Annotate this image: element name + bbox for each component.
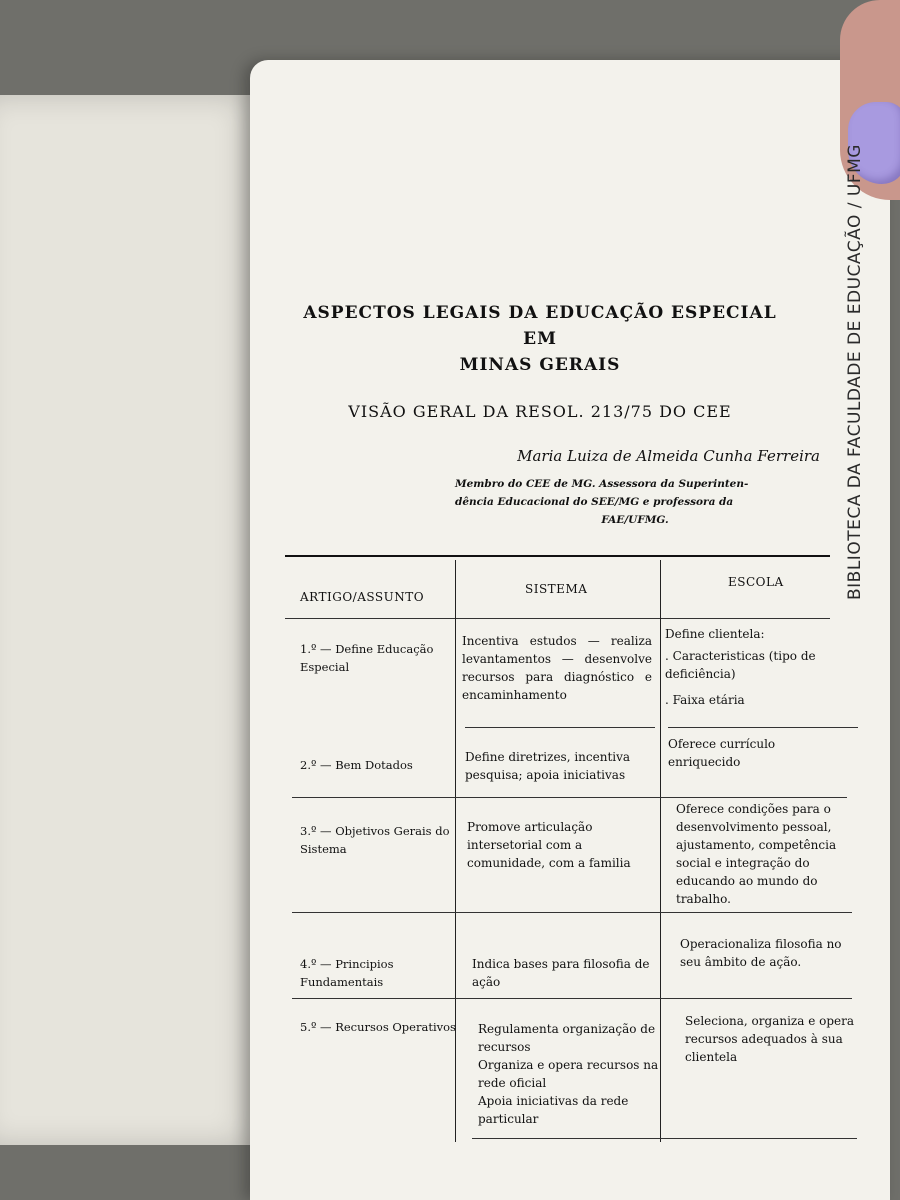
table-bottom-rule (472, 1138, 857, 1139)
row-1-escola (665, 625, 845, 709)
row-divider (292, 912, 852, 913)
row-3-sistema: Promove articulação intersetorial com a comunidade, com a familia (467, 820, 631, 870)
row-1-escola-item: . Caracteristicas (tipo de deficiência) (665, 647, 845, 683)
row-1-escola-list (665, 647, 845, 709)
left-page (0, 95, 262, 1145)
row-2-escola: Oferece currículo enriquecido (668, 737, 776, 769)
row-3-escola: Oferece condições para o desenvolvimento pessoal, ajustamento, competência social e integração do educando ao mundo do trabalho. (676, 802, 837, 906)
row-1-artigo: 1.º — Define Educação Especial (300, 642, 434, 674)
row-5-sistema-line: Organiza e opera recursos na rede oficial (478, 1058, 659, 1090)
author-name: Maria Luiza de Almeida Cunha Ferreira (517, 447, 820, 465)
table-header-rule (285, 618, 830, 619)
table-column-divider-1 (455, 560, 456, 1142)
row-1-escola-item: . Faixa etária (665, 691, 845, 709)
row-4-sistema: Indica bases para filosofia de ação (472, 957, 650, 989)
row-divider (668, 727, 858, 728)
row-5-sistema-line: Regulamenta organização de recursos (478, 1022, 656, 1054)
row-4-escola: Operacionaliza filosofia no seu âmbito de ação. (680, 937, 842, 969)
document-subtitle: VISÃO GERAL DA RESOL. 213/75 DO CEE (348, 402, 732, 421)
row-3-artigo: 3.º — Objetivos Gerais do Sistema (300, 824, 450, 856)
row-4-artigo: 4.º — Principios Fundamentais (300, 957, 394, 989)
row-divider (292, 797, 847, 798)
row-1-escola-intro: Define clientela: (665, 627, 765, 641)
affiliation-line-1: Membro do CEE de MG. Assessora da Superinten- (455, 478, 749, 490)
row-2-artigo: 2.º — Bem Dotados (300, 758, 413, 772)
title-line-2: MINAS GERAIS (459, 355, 621, 375)
row-5-artigo: 5.º — Recursos Operativos (300, 1020, 456, 1034)
row-1-sistema: Incentiva estudos — realiza levantamentos — desenvolve recursos para diagnóstico e encaminhamento (462, 634, 652, 702)
header-escola: ESCOLA (728, 575, 784, 589)
row-5-sistema-line: Apoia iniciativas da rede particular (478, 1094, 629, 1126)
header-sistema: SISTEMA (525, 582, 588, 596)
row-divider (292, 998, 852, 999)
row-2-sistema: Define diretrizes, incentiva pesquisa; apoia iniciativas (465, 750, 631, 782)
affiliation-line-2: dência Educacional do SEE/MG e professora da (455, 496, 734, 508)
row-5-escola: Seleciona, organiza e opera recursos adequados à sua clientela (685, 1014, 855, 1064)
row-divider (465, 727, 655, 728)
document-title (285, 300, 795, 378)
row-5-sistema (478, 1020, 673, 1128)
library-stamp: BIBLIOTECA DA FACULDADE DE EDUCAÇÃO / UFMG (845, 144, 865, 600)
title-line-1: ASPECTOS LEGAIS DA EDUCAÇÃO ESPECIAL EM (303, 303, 777, 349)
header-artigo: ARTIGO/ASSUNTO (300, 590, 425, 604)
table-top-rule (285, 555, 830, 557)
affiliation-line-3: FAE/UFMG. (601, 514, 669, 526)
author-affiliation (455, 475, 815, 529)
